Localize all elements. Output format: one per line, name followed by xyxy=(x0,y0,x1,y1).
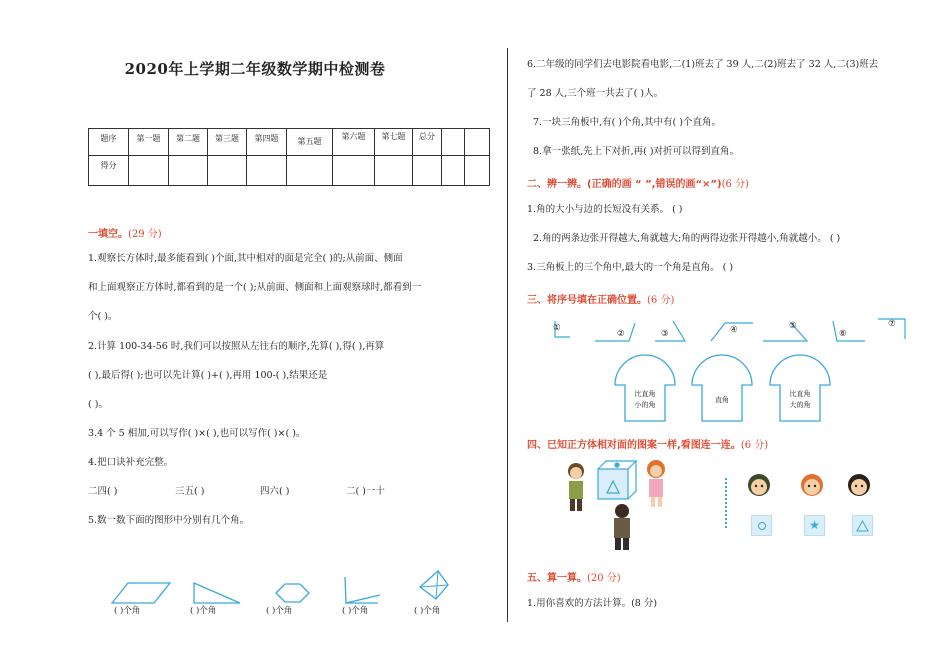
column-divider xyxy=(507,48,508,622)
question-1-line: 和上面观察正方体时,都看到的是一个( );从前面、侧面和上面观察球时,都看到一 xyxy=(88,282,422,293)
cube-figure xyxy=(598,461,636,499)
question-5-1: 1.用你喜欢的方法计算。(8 分) xyxy=(527,598,658,609)
question-2-line: ( )。 xyxy=(88,399,108,410)
score-input-cell[interactable] xyxy=(413,156,442,186)
section-4-heading: 四、已知正方体相对面的图案一样,看图连一连。(6 分) xyxy=(527,440,769,451)
angle-number: ③ xyxy=(661,329,669,339)
angle-number: ⑥ xyxy=(839,329,847,339)
angle-count-label: ( )个角 xyxy=(114,606,141,616)
question-8: 8.拿一张纸,先上下对折,再( )对折可以得到直角。 xyxy=(533,146,740,157)
score-header-cell: 第五题 xyxy=(287,129,333,156)
triangle-icon xyxy=(853,516,872,535)
angle-shapes xyxy=(100,565,480,607)
angle-number: ④ xyxy=(730,325,738,335)
angle-5-shape xyxy=(763,323,807,341)
section-3-heading: 三、将序号填在正确位置。(6 分) xyxy=(527,295,675,306)
triangle-pattern-square[interactable] xyxy=(852,515,873,536)
question-2-line: ( ),最后得( );也可以先计算( )+( ),再用 100-( ),结果还是 xyxy=(88,370,328,381)
mushroom-cap xyxy=(615,355,675,421)
score-header-cell: 总分 xyxy=(413,129,442,156)
score-header-cell: 第一题 xyxy=(129,129,169,156)
score-header-cell xyxy=(442,129,465,156)
score-header-cell: 第二题 xyxy=(169,129,208,156)
rhyme-item: 二( )一十 xyxy=(346,486,385,497)
star-pattern-square[interactable] xyxy=(804,515,825,536)
question-3: 3.4 个 5 相加,可以写作( )×( ),也可以写作( )×( )。 xyxy=(88,428,306,439)
score-input-cell[interactable] xyxy=(287,156,333,186)
question-6-line: 6.二年级的同学们去电影院看电影,二(1)班去了 39 人,二(2)班去了 32 人,二(3)班去 xyxy=(527,59,879,70)
mushroom-label: 直角 xyxy=(715,396,729,404)
question-6-line: 了 28 人,三个班一共去了( )人。 xyxy=(527,88,664,99)
section-1-heading: 一填空。(29 分) xyxy=(88,229,162,240)
parallelogram-shape xyxy=(112,583,170,603)
question-5: 5.数一数下面的图形中分别有几个角。 xyxy=(88,515,250,526)
head-figures xyxy=(745,468,875,504)
angle-number: ⑦ xyxy=(888,319,896,329)
hexagon-shape xyxy=(276,584,309,602)
angle-2-shape xyxy=(595,323,635,341)
boy-head-2 xyxy=(848,474,870,496)
judge-item: 2.角的两条边张开得越大,角就越大;角的两得边张开得越小,角就越小。 ( ) xyxy=(533,233,841,244)
score-input-cell[interactable] xyxy=(442,156,465,186)
angle-3-shape xyxy=(655,321,685,341)
score-header-cell: 第四题 xyxy=(247,129,287,156)
page-title: 2020年上学期二年级数学期中检测卷 xyxy=(124,60,386,78)
dotted-line xyxy=(725,478,727,528)
girl-head xyxy=(801,474,823,496)
child-figure-front xyxy=(614,504,630,550)
score-input-cell[interactable] xyxy=(333,156,375,186)
section-5-heading: 五、算一算。(20 分) xyxy=(527,573,621,584)
mushroom-cap xyxy=(770,355,830,421)
score-input-cell[interactable] xyxy=(169,156,208,186)
angle-count-label: ( )个角 xyxy=(190,606,217,616)
question-7: 7.一块三角板中,有( )个角,其中有( )个直角。 xyxy=(533,117,721,128)
rhyme-item: 四六( ) xyxy=(260,486,290,497)
cube-illustration xyxy=(560,455,680,555)
score-input-cell[interactable] xyxy=(375,156,413,186)
angle-count-label: ( )个角 xyxy=(414,606,441,616)
angle-number: ② xyxy=(617,329,625,339)
score-input-cell[interactable] xyxy=(465,156,490,186)
score-input-cell[interactable] xyxy=(208,156,247,186)
score-table xyxy=(88,128,490,186)
circle-pattern-square[interactable] xyxy=(751,515,772,536)
boy-head-1 xyxy=(748,474,770,496)
angle-number: ⑤ xyxy=(789,321,797,331)
question-1-line: 1.观察长方体时,最多能看到( )个面,其中相对的面是完全( )的;从前面、侧面 xyxy=(88,253,403,264)
score-input-cell[interactable] xyxy=(129,156,169,186)
triangle-shape xyxy=(194,583,240,603)
angle-number: ① xyxy=(553,323,561,333)
mushroom-label: 比直角 大的角 xyxy=(789,390,811,409)
child-figure-right xyxy=(647,460,665,507)
question-1-line: 个( )。 xyxy=(88,311,118,322)
angle-6-shape xyxy=(833,321,865,341)
question-2-line: 2.计算 100-34-56 时,我们可以按照从左往右的顺序,先算( ),得( ),再算 xyxy=(88,341,385,352)
question-4: 4.把口诀补充完整。 xyxy=(88,457,174,468)
score-label-cell: 得分 xyxy=(89,156,129,186)
score-header-cell: 题序 xyxy=(89,129,129,156)
rhyme-item: 三五( ) xyxy=(175,486,205,497)
two-rays-shape xyxy=(345,577,380,603)
judge-item: 3.三角板上的三个角中,最大的一个角是直角。 ( ) xyxy=(527,262,734,273)
score-header-cell xyxy=(465,129,490,156)
score-input-cell[interactable] xyxy=(247,156,287,186)
angle-count-label: ( )个角 xyxy=(342,606,369,616)
judge-item: 1.角的大小与边的长短没有关系。 ( ) xyxy=(527,204,683,215)
score-header-cell: 第三题 xyxy=(208,129,247,156)
circle-icon xyxy=(758,522,766,530)
score-header-cell: 第六题 xyxy=(333,129,375,156)
rhyme-item: 二四( ) xyxy=(88,486,118,497)
score-header-cell: 第七题 xyxy=(375,129,413,156)
child-figure-left xyxy=(568,463,584,511)
mushroom-cap xyxy=(692,355,752,421)
mushroom-figures xyxy=(610,345,840,425)
angle-count-label: ( )个角 xyxy=(266,606,293,616)
section-2-heading: 二、辨一辨。(正确的画 “ ”,错误的画“×”)(6 分) xyxy=(527,179,749,190)
star-icon: ★ xyxy=(809,518,820,532)
mushroom-label: 比直角 小的角 xyxy=(634,390,656,409)
